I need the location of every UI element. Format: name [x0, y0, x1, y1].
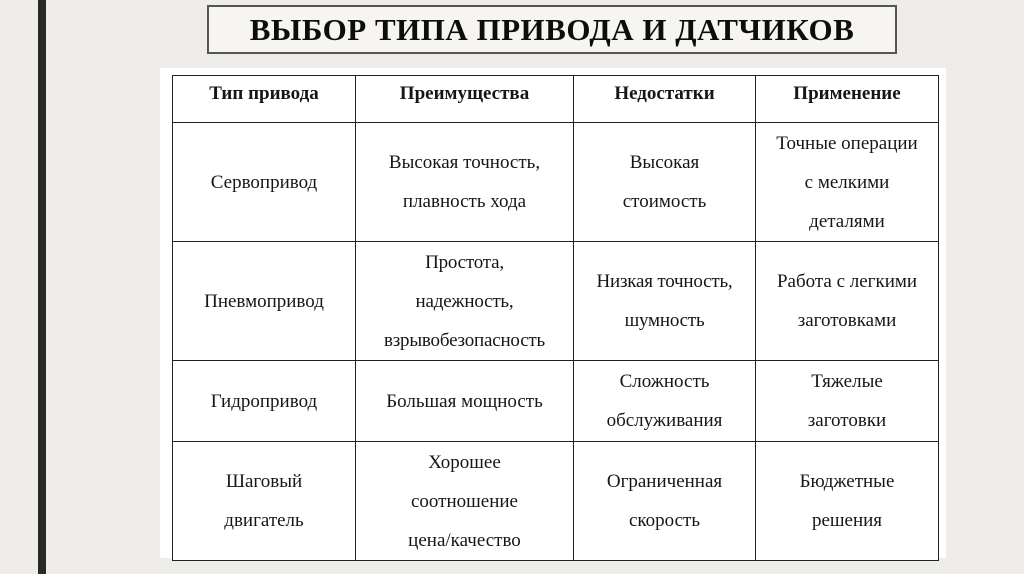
cell-advantages — [356, 242, 574, 361]
cell-application — [756, 361, 939, 442]
cell-advantages — [356, 442, 574, 561]
cell-drive-type — [173, 242, 356, 361]
table-row — [173, 442, 939, 561]
cell-application — [756, 123, 939, 242]
left-accent-bar — [38, 0, 46, 574]
header-disadvantages: Недостатки — [574, 76, 756, 123]
cell-text: Ограниченная скорость — [606, 471, 723, 531]
cell-advantages — [356, 123, 574, 242]
cell-disadvantages — [574, 242, 756, 361]
cell-drive-type — [173, 123, 356, 242]
cell-text: Бюджетные решения — [799, 471, 895, 531]
table-row — [173, 361, 939, 442]
cell-text: Хорошее соотношение цена/качество — [408, 451, 521, 551]
cell-drive-type — [173, 442, 356, 561]
table-row — [173, 242, 939, 361]
cell-advantages — [356, 361, 574, 442]
cell-text: Шаговый двигатель — [224, 471, 304, 531]
cell-text: Гидропривод — [210, 390, 318, 412]
cell-drive-type — [173, 361, 356, 442]
cell-application — [756, 442, 939, 561]
cell-text: Низкая точность, шумность — [596, 271, 733, 331]
cell-text: Пневмопривод — [204, 290, 324, 312]
cell-disadvantages — [574, 442, 756, 561]
cell-text: Большая мощность — [386, 390, 543, 412]
cell-text: Высокая стоимость — [622, 152, 707, 212]
cell-application — [756, 242, 939, 361]
cell-text: Точные операции с мелкими деталями — [776, 132, 918, 232]
cell-disadvantages — [574, 361, 756, 442]
cell-text: Высокая точность, плавность хода — [388, 152, 541, 212]
cell-text: Тяжелые заготовки — [807, 371, 887, 431]
cell-text: Сложность обслуживания — [606, 371, 723, 431]
drive-comparison-table — [172, 75, 939, 561]
cell-text: Работа с легкими заготовками — [776, 271, 918, 331]
header-advantages: Преимущества — [356, 76, 574, 123]
table-header-row — [173, 76, 939, 123]
header-drive-type: Тип привода — [173, 76, 356, 123]
header-application: Применение — [756, 76, 939, 123]
cell-text: Простота, надежность, взрывобезопасность — [383, 251, 546, 351]
slide-title: ВЫБОР ТИПА ПРИВОДА И ДАТЧИКОВ — [249, 11, 855, 47]
table-row — [173, 123, 939, 242]
cell-disadvantages — [574, 123, 756, 242]
title-box — [207, 5, 897, 54]
cell-text: Сервопривод — [210, 171, 318, 193]
